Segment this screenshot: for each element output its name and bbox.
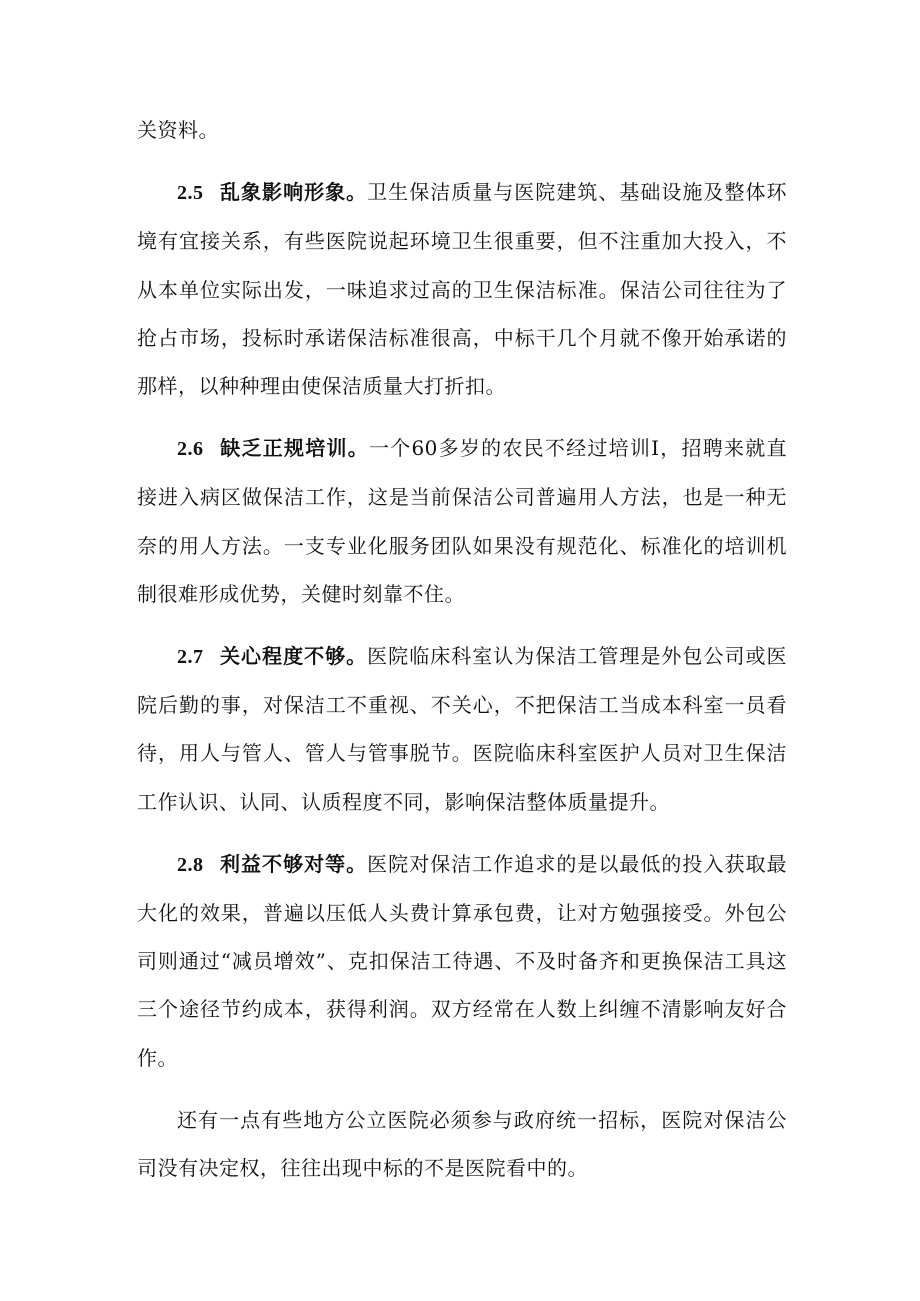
paragraph-closing (137, 1096, 787, 1192)
paragraph-body: 医院对保洁工作追求的是以最低的投入获取最大化的效果，普遍以压低人头费计算承包费，让对方勉强接受。外包公司则通过“减员增效”、克扣保洁工待遇、不及时备齐和更换保洁工具这三个途径节约成本，获得利润。双方经常在人数上纠缠不清影响友好合作。 (137, 851, 788, 1070)
section-number: 2.8 (177, 853, 204, 876)
section-title: 乱象影响形象。 (219, 180, 368, 205)
paragraph-body: 一个60多岁的农民不经过培训I，招聘来就直接进入病区做保洁工作，这是当前保洁公司普遍用人方法，也是一种无奈的用人方法。一支专业化服务团队如果没有规范化、标准化的培训机制很难形成优势，关健时刻靠不住。 (137, 436, 787, 606)
paragraph-2-7 (137, 632, 787, 826)
paragraph-body: 卫生保洁质量与医院建筑、基础设施及整体环境有宜接关系，有些医院说起环境卫生很重要，但不注重加大投入，不从本单位实际出发，一味追求过高的卫生保洁标准。保洁公司往往为了抢占市场，投标时承诺保洁标准很高，中标干几个月就不像开始承诺的那样，以种种理由使保洁质量大打折扣。 (137, 180, 788, 399)
paragraph-body: 还有一点有些地方公立医院必须参与政府统一招标，医院对保洁公司没有决定权，往往出现中标的不是医院看中的。 (137, 1107, 787, 1181)
paragraph-body: 医院临床科室认为保洁工管理是外包公司或医院后勤的事，对保洁工不重视、不关心，不把保洁工当成本科室一员看待，用人与管人、管人与管事脱节。医院临床科室医护人员对卫生保洁工作认识、认同、认质程度不同，影响保洁整体质量提升。 (137, 644, 788, 814)
paragraph-continuation (137, 106, 787, 154)
document-body (137, 106, 787, 1192)
paragraph-2-8 (137, 840, 787, 1082)
paragraph-2-5 (137, 168, 787, 410)
section-title: 缺乏正规培训。 (219, 436, 369, 461)
paragraph-body: 关资料。 (137, 118, 219, 142)
section-title: 利益不够对等。 (219, 851, 368, 876)
section-number: 2.7 (177, 646, 204, 669)
section-number: 2.5 (177, 182, 204, 205)
section-number: 2.6 (177, 438, 204, 461)
section-title: 关心程度不够。 (219, 644, 368, 669)
paragraph-2-6 (137, 424, 787, 618)
